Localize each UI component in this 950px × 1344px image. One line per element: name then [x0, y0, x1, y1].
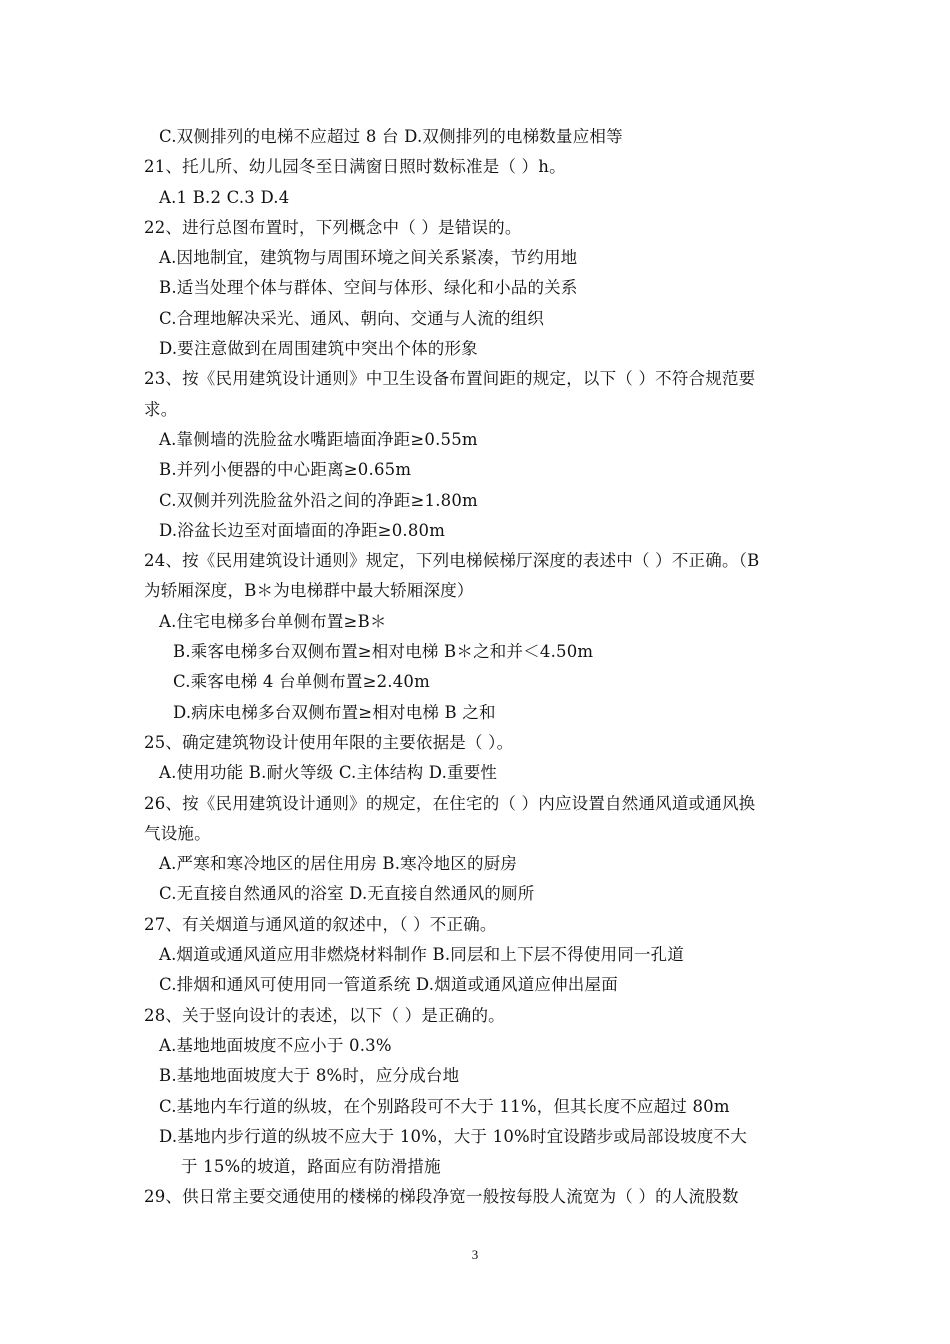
option-line: C.合理地解决采光、通风、朝向、交通与人流的组织 [159, 308, 545, 328]
question-line: 28、关于竖向设计的表述，以下（ ）是正确的。 [144, 1005, 505, 1025]
option-line: A.1 B.2 C.3 D.4 [159, 187, 290, 207]
option-line: D.要注意做到在周围建筑中突出个体的形象 [159, 339, 478, 359]
option-line: C.排烟和通风可使用同一管道系统 D.烟道或通风道应伸出屋面 [159, 975, 618, 995]
option-line: A.因地制宜，建筑物与周围环境之间关系紧凑，节约用地 [159, 248, 578, 268]
question-line: 气设施。 [144, 823, 211, 843]
option-line: D.浴盆长边至对面墙面的净距≥0.80m [159, 520, 446, 540]
option-line: B.乘客电梯多台双侧布置≥相对电梯 B＊之和并＜4.50m [173, 642, 594, 662]
option-line: A.烟道或通风道应用非燃烧材料制作 B.同层和上下层不得使用同一孔道 [159, 945, 685, 965]
option-line: 于 15%的坡道，路面应有防滑措施 [181, 1157, 441, 1177]
question-line: 求。 [144, 399, 178, 419]
option-line: A.严寒和寒冷地区的居住用房 B.寒冷地区的厨房 [159, 854, 518, 874]
question-line: 26、按《民用建筑设计通则》的规定，在住宅的（ ）内应设置自然通风道或通风换 [144, 793, 756, 813]
option-line: B.并列小便器的中心距离≥0.65m [159, 460, 412, 480]
question-line: 22、进行总图布置时，下列概念中（ ）是错误的。 [144, 217, 522, 237]
option-line: A.住宅电梯多台单侧布置≥B＊ [159, 611, 387, 631]
question-line: 23、按《民用建筑设计通则》中卫生设备布置间距的规定，以下（ ）不符合规范要 [144, 369, 756, 389]
option-line: A.基地地面坡度不应小于 0.3% [159, 1035, 392, 1055]
option-line: B.适当处理个体与群体、空间与体形、绿化和小品的关系 [159, 278, 578, 298]
question-line: 27、有关烟道与通风道的叙述中，（ ）不正确。 [144, 914, 497, 934]
option-line: C.基地内车行道的纵坡，在个别路段可不大于 11%，但其长度不应超过 80m [159, 1096, 730, 1116]
option-line: A.使用功能 B.耐火等级 C.主体结构 D.重要性 [159, 763, 498, 783]
page-body-text [144, 122, 814, 1213]
option-line: D.病床电梯多台双侧布置≥相对电梯 B 之和 [173, 702, 496, 722]
option-line: A.靠侧墙的洗脸盆水嘴距墙面净距≥0.55m [159, 429, 478, 449]
option-line: D.基地内步行道的纵坡不应大于 10%，大于 10%时宜设踏步或局部设坡度不大 [159, 1126, 748, 1146]
question-line: 21、托儿所、幼儿园冬至日满窗日照时数标准是（ ）h。 [144, 157, 566, 177]
question-line: 为轿厢深度，B＊为电梯群中最大轿厢深度） [144, 581, 474, 601]
page-number: 3 [471, 1247, 479, 1262]
question-line: 24、按《民用建筑设计通则》规定，下列电梯候梯厅深度的表述中（ ）不正确。（B [144, 551, 760, 571]
option-line: C.双侧并列洗脸盆外沿之间的净距≥1.80m [159, 490, 478, 510]
option-line: B.基地地面坡度大于 8%时，应分成台地 [159, 1066, 460, 1086]
option-line: C.乘客电梯 4 台单侧布置≥2.40m [173, 672, 430, 692]
option-line: C.无直接自然通风的浴室 D.无直接自然通风的厕所 [159, 884, 535, 904]
option-line: C.双侧排列的电梯不应超过 8 台 D.双侧排列的电梯数量应相等 [159, 127, 623, 146]
question-line: 25、确定建筑物设计使用年限的主要依据是（ ）。 [144, 732, 514, 752]
question-line: 29、供日常主要交通使用的楼梯的梯段净宽一般按每股人流宽为（ ）的人流股数 [144, 1187, 739, 1207]
